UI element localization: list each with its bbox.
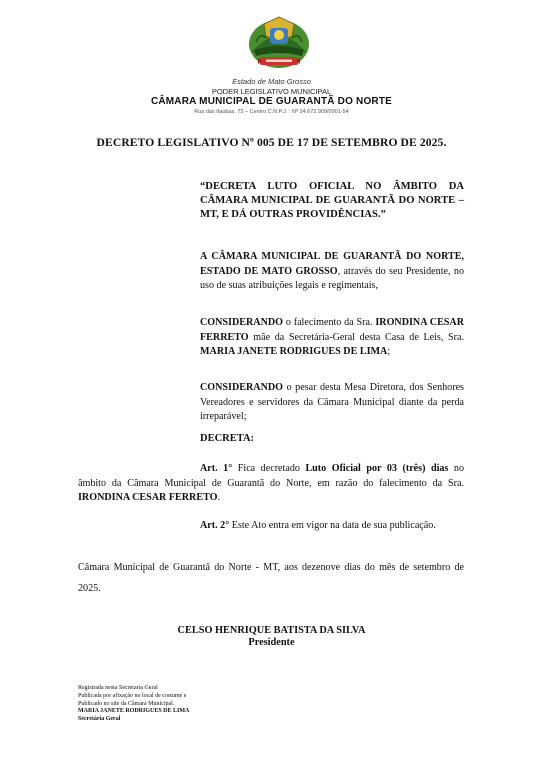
article-2 [78, 519, 464, 534]
preamble-paragraph [200, 250, 464, 294]
header-branch: PODER LEGISLATIVO MUNICIPAL [211, 87, 332, 96]
article-2-text: Este Ato entra em vigor na data de sua publicação. [229, 520, 436, 531]
signatory-name: CELSO HENRIQUE BATISTA DA SILVA [177, 625, 366, 636]
article-1-label: Art. 1° [200, 463, 233, 474]
considerando-1 [200, 316, 464, 360]
article-1-text-c: . [217, 492, 220, 503]
signatory-role: Presidente [248, 637, 295, 648]
footer-line-3: Publicado no site da Câmara Municipal. [78, 700, 175, 707]
considerando-1-lead: CONSIDERANDO [200, 317, 284, 328]
footer-line-1: Registrada nesta Secretaria Geral [78, 685, 158, 691]
article-1-name: IRONDINA CESAR FERRETO [78, 492, 218, 503]
considerando-2-lead: CONSIDERANDO [200, 382, 284, 393]
considerando-1-text-a: o falecimento da Sra. [283, 317, 376, 328]
header-chamber: CÂMARA MUNICIPAL DE GUARANTÃ DO NORTE [150, 96, 393, 107]
header-state: Estado de Mato Grosso [232, 77, 311, 86]
footer-secretary-role: Secretária Geral [78, 716, 121, 723]
article-1-bold: Luto Oficial por 03 (três) dias [305, 463, 449, 474]
decree-title: DECRETO LEGISLATIVO Nº 005 DE 17 DE SETEMBRO DE 2025. [96, 136, 447, 149]
decree-ementa: “DECRETA LUTO OFICIAL NO ÂMBITO DA CÂMARA MUNICIPAL DE GUARANTÃ DO NORTE – MT, E DÁ OUTRAS PROVIDÊNCIAS.” [200, 181, 464, 220]
preamble-text: , através do seu Presidente, no uso de suas atribuições legais e regimentais, [200, 265, 465, 291]
considerando-1-text-b: mãe da Secretária-Geral desta Casa de Leis, Sra. [248, 331, 464, 343]
considerando-2-text: o pesar desta Mesa Diretora, dos Senhores Vereadores e servidores da Câmara Municipal diante da perda irreparável; [200, 382, 464, 422]
header-address: Rua das Itaúbas, 72 – Centro C.N.P.J. : Nº 24.672.909/0001-54 [194, 109, 349, 115]
considerando-1-text-c: ; [387, 346, 391, 357]
footer-secretary-name: MARIA JANETE RODRIGUES DE LIMA [78, 708, 190, 715]
considerando-2 [200, 381, 464, 425]
article-1-text-a: Fica decretado [232, 463, 306, 474]
coat-of-arms-icon [246, 14, 312, 72]
article-2-label: Art. 2° [200, 520, 230, 531]
registration-footer [78, 685, 189, 724]
decreta-heading: DECRETA: [200, 433, 255, 444]
article-1-text-b: no âmbito da Câmara Municipal de Guarantã do Norte, em razão do falecimento da Sra. [78, 463, 464, 489]
preamble-bold: A CÂMARA MUNICIPAL DE GUARANTÃ DO NORTE, ESTADO DE MATO GROSSO [200, 251, 464, 277]
closing-place-date: Câmara Municipal de Guarantã do Norte - MT, aos dezenove dias do mês de setembro de 2025. [78, 562, 464, 594]
deceased-name: IRONDINA CESAR FERRETO [200, 317, 464, 343]
footer-line-2: Publicada por afixação no local de costume e [78, 692, 187, 699]
secretary-name: MARIA JANETE RODRIGUES DE LIMA [200, 346, 388, 357]
article-1 [78, 462, 464, 506]
